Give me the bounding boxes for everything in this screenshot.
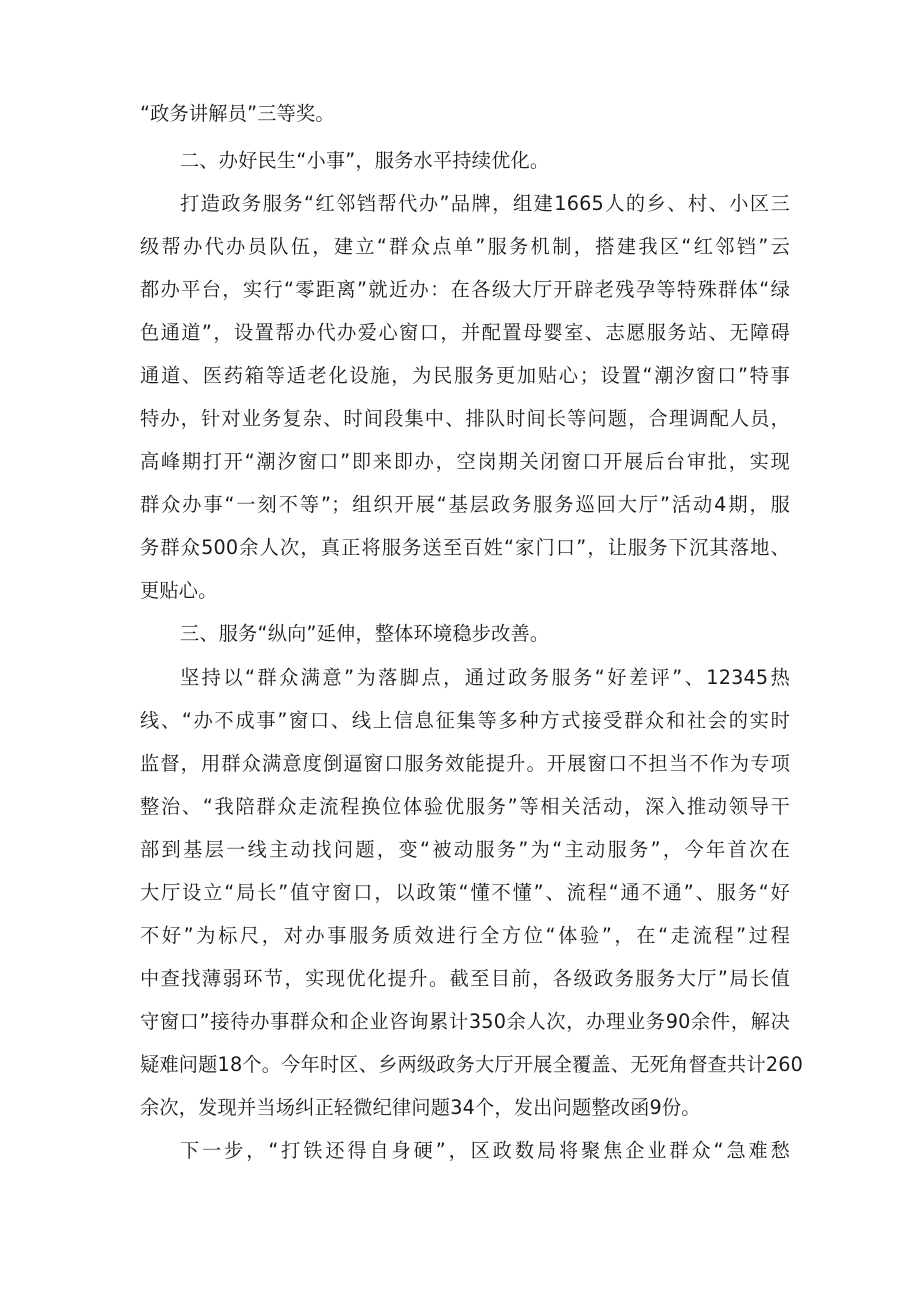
text-line: 下一步，“打铁还得自身硬”，区政数局将聚焦企业群众“急难愁: [180, 1139, 790, 1162]
text-line: 大厅设立“局长”值守窗口，以政策“懂不懂”、流程“通不通”、服务“好: [140, 881, 790, 904]
text-line: 通道、医药箱等适老化设施，为民服务更加贴心；设置“潮汐窗口”特事: [140, 364, 790, 387]
text-line: 部到基层一线主动找问题，变“被动服务”为“主动服务”，今年首次在: [140, 838, 790, 861]
text-line: 守窗口”接待办事群众和企业咨询累计350余人次，办理业务90余件，解决: [140, 1010, 790, 1033]
text-line: 整治、“我陪群众走流程换位体验优服务”等相关活动，深入推动领导干: [140, 795, 790, 818]
text-line: 打造政务服务“红邻铛帮代办”品牌，组建1665人的乡、村、小区三: [180, 192, 790, 215]
text-line: 不好”为标尺，对办事服务质效进行全方位“体验”，在“走流程”过程: [140, 924, 790, 947]
text-line: 坚持以“群众满意”为落脚点，通过政务服务“好差评”、12345热: [180, 666, 790, 689]
text-line: 群众办事“一刻不等”；组织开展“基层政务服务巡回大厅”活动4期，服: [140, 493, 790, 516]
text-line: 疑难问题18个。今年时区、乡两级政务大厅开展全覆盖、无死角督查共计260: [140, 1053, 804, 1076]
text-line: 都办平台，实行“零距离”就近办：在各级大厅开辟老残孕等特殊群体“绿: [140, 278, 790, 301]
text-line: 特办，针对业务复杂、时间段集中、排队时间长等问题，合理调配人员，: [140, 407, 790, 430]
section-heading: 三、服务“纵向”延伸，整体环境稳步改善。: [180, 622, 550, 645]
text-line: 余次，发现并当场纠正轻微纪律问题34个，发出问题整改函9份。: [140, 1096, 701, 1119]
text-line: 线、“办不成事”窗口、线上信息征集等多种方式接受群众和社会的实时: [140, 709, 790, 732]
section-heading: 二、办好民生“小事”，服务水平持续优化。: [180, 149, 550, 172]
text-line: 级帮办代办员队伍，建立“群众点单”服务机制，搭建我区“红邻铛”云: [140, 235, 790, 258]
text-line: 高峰期打开“潮汐窗口”即来即办，空岗期关闭窗口开展后台审批，实现: [140, 450, 790, 473]
text-line: 更贴心。: [140, 579, 218, 602]
text-line: 色通道”，设置帮办代办爱心窗口，并配置母婴室、志愿服务站、无障碍: [140, 321, 790, 344]
text-line: 中查找薄弱环节，实现优化提升。截至目前，各级政务服务大厅”局长值: [140, 967, 790, 990]
text-line: “政务讲解员”三等奖。: [140, 102, 335, 125]
text-line: 务群众500余人次，真正将服务送至百姓“家门口”，让服务下沉其落地、: [140, 536, 790, 559]
text-line: 监督，用群众满意度倒逼窗口服务效能提升。开展窗口不担当不作为专项: [140, 752, 790, 775]
